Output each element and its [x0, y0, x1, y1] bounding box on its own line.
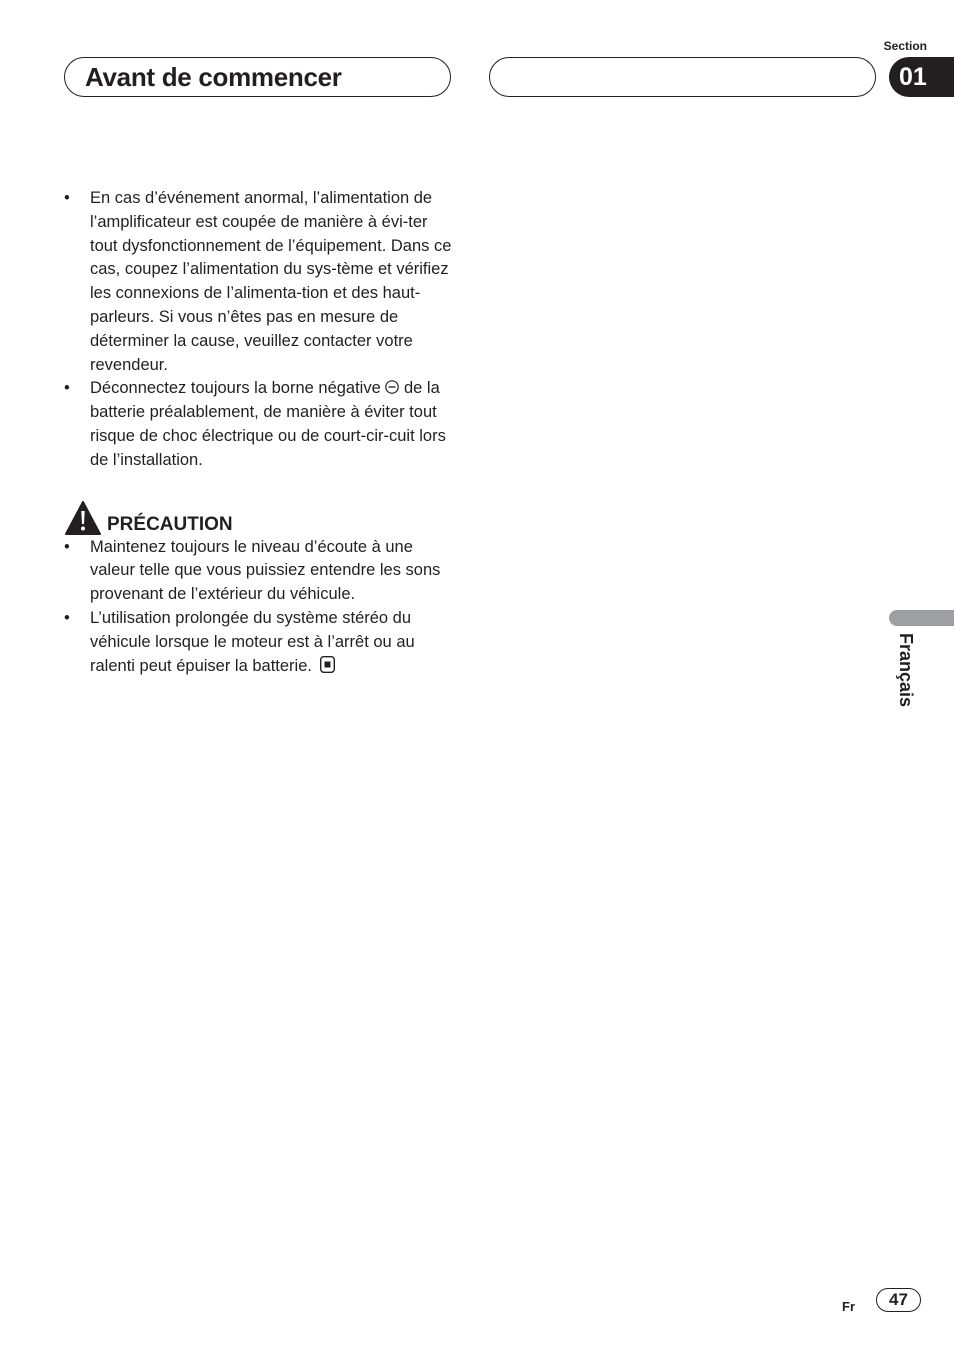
list-item	[64, 607, 454, 678]
list-item-text: En cas d’événement anormal, l’alimentation de l’amplificateur est coupée de manière à évi-ter tout dysfonctionnement de l’équipement. Dans ce cas, coupez l’alimentation du sys-tème et vérifiez les connexions de l’alimenta-tion et des haut-parleurs. Si vous n’êtes pas en mesure de déterminer la cause, veuillez contacter votre revendeur.	[90, 189, 452, 374]
list-item	[64, 536, 454, 607]
negative-terminal-icon	[385, 380, 399, 394]
title-pill	[64, 57, 451, 97]
warning-triangle-icon	[64, 500, 102, 536]
page-title: Avant de commencer	[85, 62, 342, 92]
list-item	[64, 187, 454, 377]
bullet-list	[64, 187, 454, 473]
list-item-text: Maintenez toujours le niveau d’écoute à une valeur telle que vous puissiez entendre les sons provenant de l’extérieur du véhicule.	[90, 537, 441, 604]
caution-list	[64, 536, 454, 679]
section-number-tab: 01	[889, 57, 954, 97]
caution-heading	[64, 500, 454, 536]
end-of-section-icon	[320, 656, 335, 673]
empty-header-pill	[489, 57, 876, 97]
language-tab	[889, 610, 954, 626]
main-column	[64, 187, 454, 678]
list-item-text: L’utilisation prolongée du système stéréo du véhicule lorsque le moteur est à l’arrêt ou au ralenti peut épuiser la batterie.	[90, 608, 415, 675]
list-item	[64, 377, 454, 472]
page-number: 47	[876, 1288, 921, 1312]
section-label: Section	[883, 39, 927, 53]
caution-title: PRÉCAUTION	[107, 513, 233, 535]
list-item-text: Déconnectez toujours la borne négative	[90, 379, 381, 398]
language-label: Français	[896, 633, 916, 708]
footer-language-code: Fr	[842, 1299, 855, 1314]
list-item-text: de la batterie préalablement, de manière à éviter tout risque de choc électrique ou de court-cir-cuit lors de l’installation.	[90, 379, 446, 469]
